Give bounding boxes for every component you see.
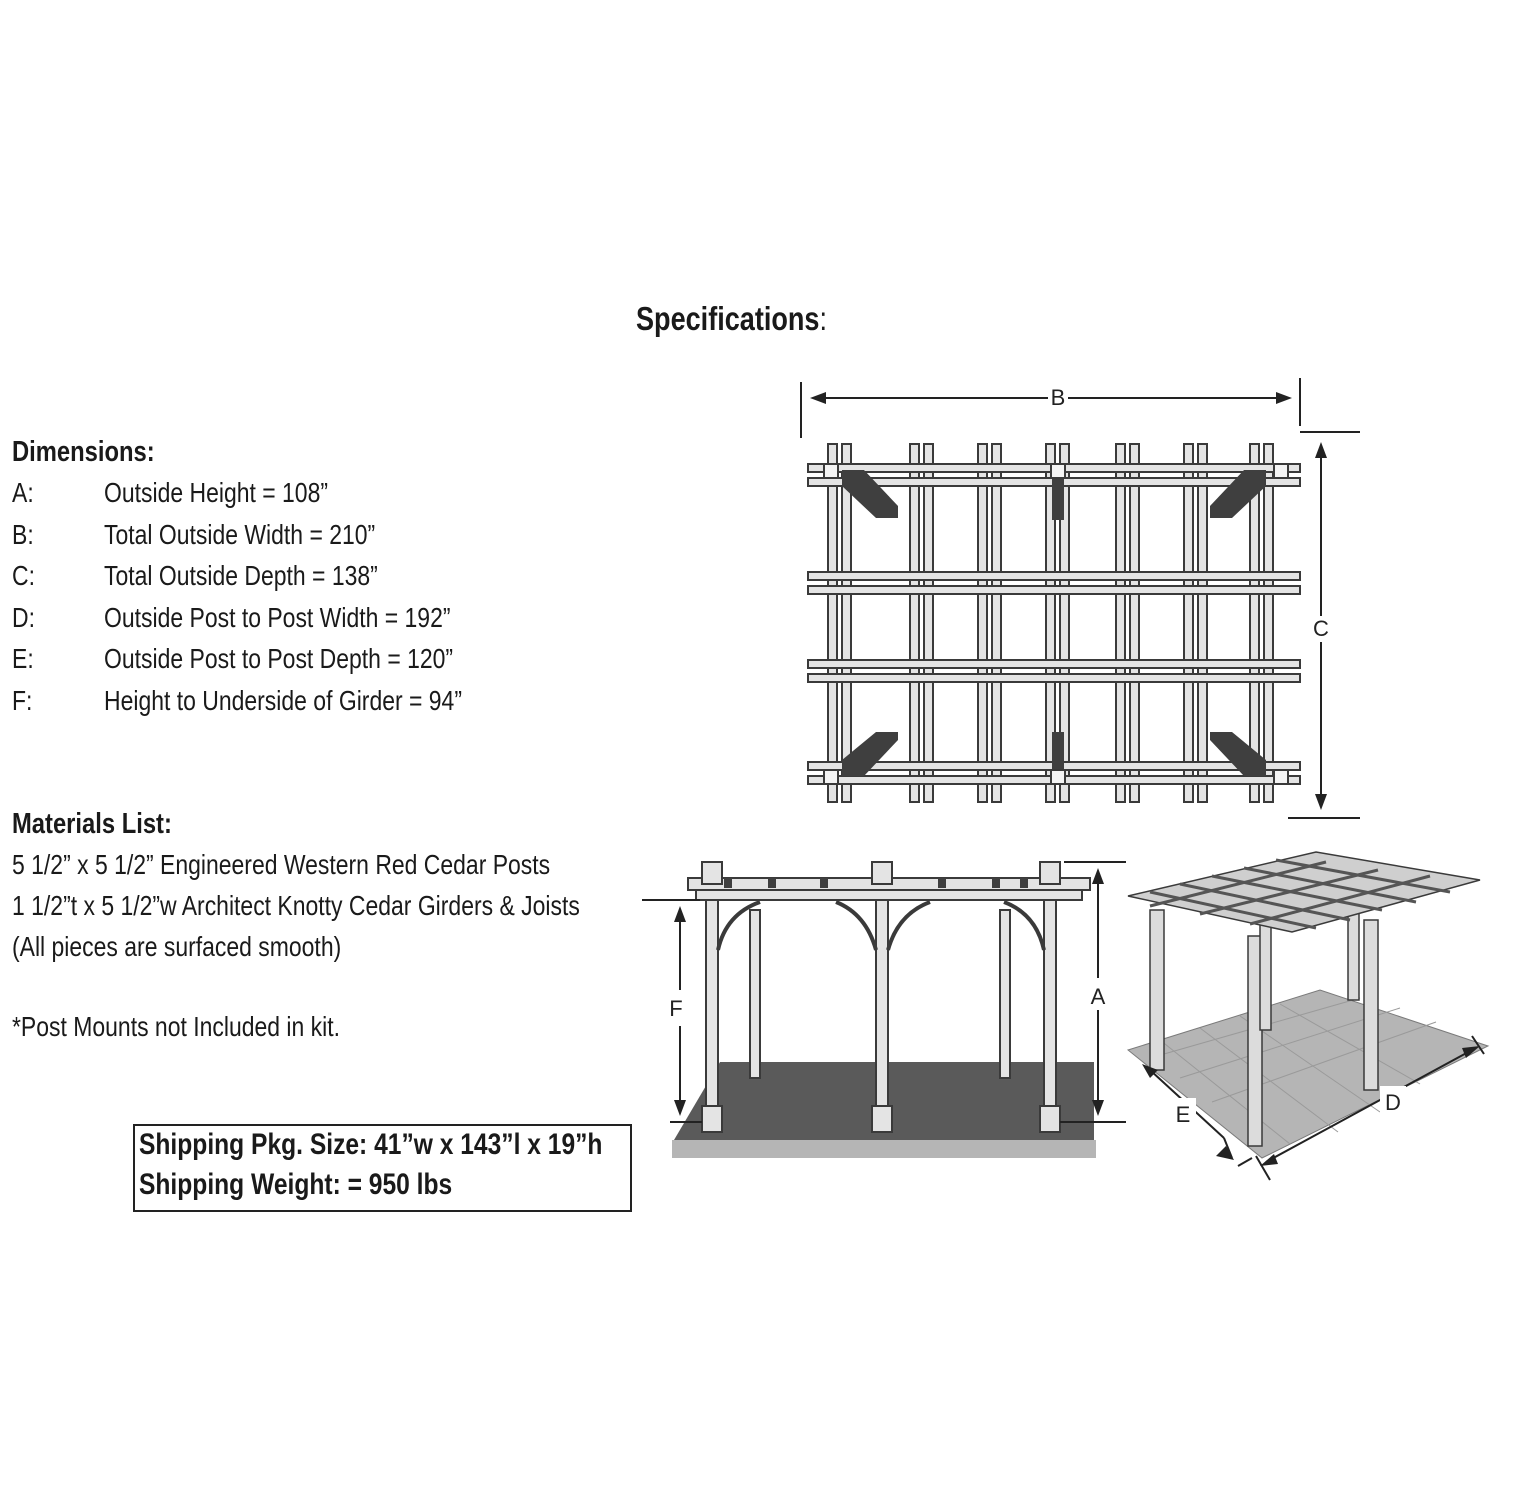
side-beams bbox=[688, 862, 1090, 900]
dimension-key: B: bbox=[12, 519, 34, 550]
materials-heading: Materials List: bbox=[12, 808, 172, 840]
shipping-info-box bbox=[133, 1124, 632, 1212]
label-b: B bbox=[1050, 385, 1066, 410]
shipping-size: Shipping Pkg. Size: 41”w x 143”l x 19”h bbox=[139, 1128, 603, 1161]
pergola-side-view bbox=[640, 850, 1140, 1170]
dimensions-heading: Dimensions: bbox=[12, 436, 155, 468]
materials-line: (All pieces are surfaced smooth) bbox=[12, 931, 342, 962]
dimension-key: C: bbox=[12, 560, 35, 591]
floor-edge bbox=[672, 1140, 1096, 1158]
materials-line: 5 1/2” x 5 1/2” Engineered Western Red Cedar Posts bbox=[12, 849, 551, 880]
dimension-value: Outside Height = 108” bbox=[104, 477, 329, 508]
label-e: E bbox=[1175, 1102, 1191, 1127]
joists bbox=[828, 444, 1273, 802]
label-f: F bbox=[669, 996, 683, 1021]
pergola-top-view bbox=[780, 370, 1380, 830]
dimension-value: Outside Post to Post Depth = 120” bbox=[104, 643, 454, 674]
dimension-key: F: bbox=[12, 685, 33, 716]
dimension-value: Total Outside Width = 210” bbox=[104, 519, 376, 550]
materials-line: 1 1/2”t x 5 1/2”w Architect Knotty Cedar Girders & Joists bbox=[12, 890, 580, 921]
perspective-floor bbox=[1128, 990, 1488, 1158]
label-c: C bbox=[1313, 616, 1329, 641]
post-mounts-note: *Post Mounts not Included in kit. bbox=[12, 1011, 340, 1042]
title-colon: : bbox=[819, 300, 827, 337]
dimension-value: Total Outside Depth = 138” bbox=[104, 560, 378, 591]
dimension-value: Height to Underside of Girder = 94” bbox=[104, 685, 462, 716]
pergola-perspective-view bbox=[1120, 840, 1500, 1190]
dimension-value: Outside Post to Post Width = 192” bbox=[104, 602, 451, 633]
title-text: Specifications bbox=[636, 300, 820, 337]
page-title bbox=[636, 300, 869, 338]
label-a: A bbox=[1090, 984, 1106, 1009]
shipping-weight: Shipping Weight: = 950 lbs bbox=[139, 1168, 453, 1201]
dimension-key: A: bbox=[12, 477, 34, 508]
dimension-key: E: bbox=[12, 643, 34, 674]
label-d: D bbox=[1385, 1090, 1401, 1115]
dimension-key: D: bbox=[12, 602, 35, 633]
